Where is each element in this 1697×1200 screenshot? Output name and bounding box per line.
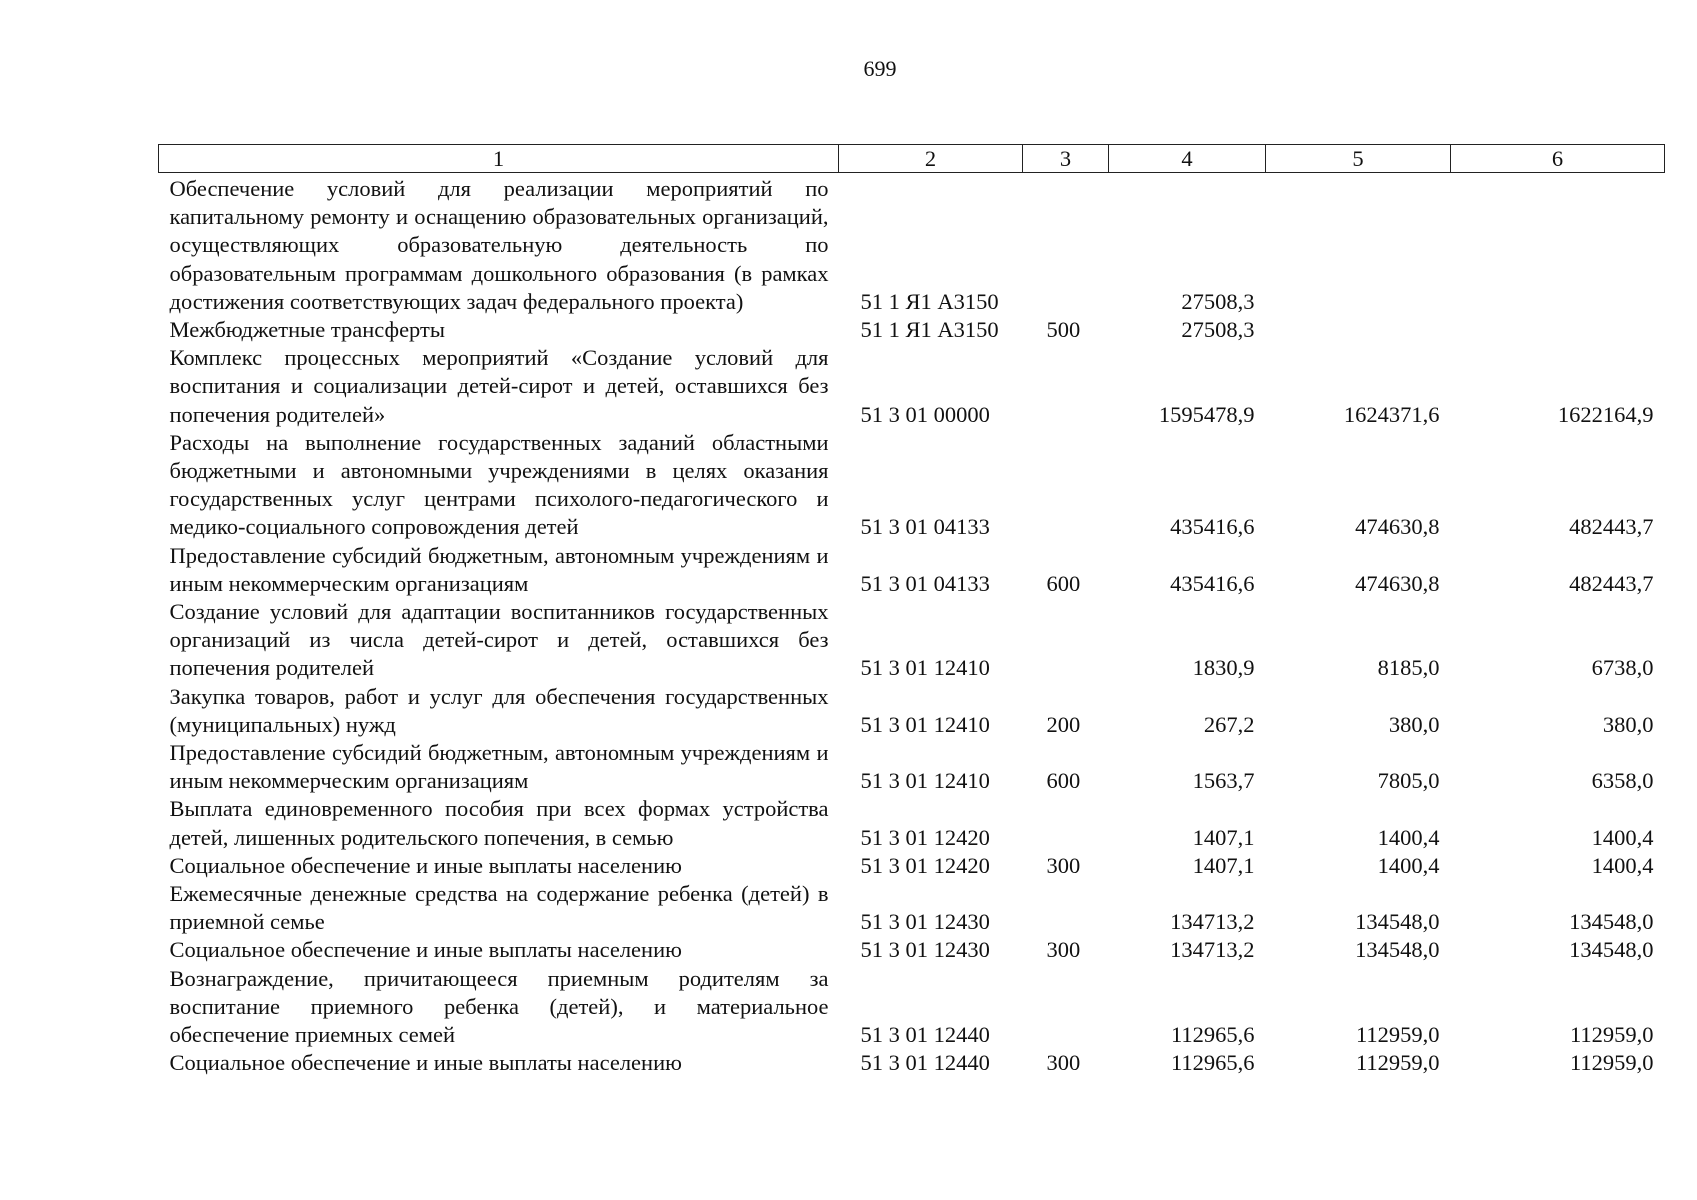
target-code: 51 3 01 12440 xyxy=(860,1022,990,1048)
amount-col-4: 112965,6 xyxy=(1170,1050,1255,1076)
table-row xyxy=(159,429,1665,542)
amount-col-6: 112959,0 xyxy=(1569,1050,1654,1076)
target-code: 51 3 01 12410 xyxy=(860,768,990,794)
target-code: 51 3 01 12410 xyxy=(860,711,990,737)
table-row xyxy=(159,173,1665,317)
expense-type-code xyxy=(1023,344,1109,429)
target-code: 51 1 Я1 А3150 xyxy=(860,288,999,314)
amount-col-5: 8185,0 xyxy=(1377,655,1440,681)
expense-type-code: 200 xyxy=(1046,711,1081,737)
column-header: 6 xyxy=(1451,145,1665,173)
expense-type-code: 300 xyxy=(1046,852,1081,878)
expense-type-code: 600 xyxy=(1046,768,1081,794)
amount-col-6: 112959,0 xyxy=(1569,1022,1654,1048)
target-code: 51 3 01 12410 xyxy=(860,655,990,681)
expense-type-code: 600 xyxy=(1046,570,1081,596)
target-code: 51 3 01 04133 xyxy=(860,570,990,596)
table-row xyxy=(159,598,1665,683)
expense-name: Социальное обеспечение и иные выплаты населению xyxy=(169,1050,682,1076)
expense-type-code: 300 xyxy=(1046,1050,1081,1076)
page-number: 699 xyxy=(863,56,897,81)
amount-col-4: 112965,6 xyxy=(1170,1022,1255,1048)
amount-col-6: 1400,4 xyxy=(1591,852,1654,878)
amount-col-5: 1624371,6 xyxy=(1343,401,1440,427)
expense-name: Выплата единовременного пособия при всех формах устройства детей, лишенных родительского попечения, в семью xyxy=(169,796,829,850)
amount-col-5: 1400,4 xyxy=(1377,852,1440,878)
target-code: 51 3 01 12430 xyxy=(860,909,990,935)
table-row xyxy=(159,795,1665,851)
expense-type-code: 500 xyxy=(1046,317,1081,343)
table-row xyxy=(159,852,1665,880)
expense-type-code: 300 xyxy=(1046,937,1081,963)
amount-col-6: 6738,0 xyxy=(1591,655,1654,681)
budget-table xyxy=(158,144,1665,1078)
expense-name: Межбюджетные трансферты xyxy=(169,317,445,343)
expense-name: Вознаграждение, причитающееся приемным родителям за воспитание приемного ребенка (детей), и материальное обеспечение приемных семей xyxy=(169,965,829,1048)
expense-type-code xyxy=(1023,429,1109,542)
column-header: 3 xyxy=(1023,145,1109,173)
column-header: 2 xyxy=(839,145,1023,173)
amount-col-6: 134548,0 xyxy=(1569,937,1654,963)
amount-col-5: 7805,0 xyxy=(1377,768,1440,794)
amount-col-6: 482443,7 xyxy=(1569,570,1654,596)
target-code: 51 1 Я1 А3150 xyxy=(860,317,999,343)
target-code: 51 3 01 12420 xyxy=(860,852,990,878)
expense-name: Предоставление субсидий бюджетным, автономным учреждениям и иным некоммерческим организациям xyxy=(169,542,829,596)
amount-col-6: 134548,0 xyxy=(1569,909,1654,935)
table-row xyxy=(159,739,1665,795)
amount-col-4: 1830,9 xyxy=(1192,655,1255,681)
expense-type-code xyxy=(1023,795,1109,851)
target-code: 51 3 01 04133 xyxy=(860,514,990,540)
amount-col-5: 112959,0 xyxy=(1355,1050,1440,1076)
amount-col-4: 267,2 xyxy=(1203,711,1255,737)
amount-col-5: 112959,0 xyxy=(1355,1022,1440,1048)
table-row xyxy=(159,965,1665,1050)
amount-col-4: 1595478,9 xyxy=(1158,401,1255,427)
amount-col-4: 27508,3 xyxy=(1181,317,1255,343)
amount-col-6 xyxy=(1451,173,1665,317)
table-row xyxy=(159,936,1665,964)
expense-name: Предоставление субсидий бюджетным, автономным учреждениям и иным некоммерческим организациям xyxy=(169,740,829,794)
amount-col-6: 482443,7 xyxy=(1569,514,1654,540)
expense-name: Создание условий для адаптации воспитанников государственных организаций из числа детей-сирот и детей, оставшихся без попечения родителей xyxy=(169,599,829,681)
table-row xyxy=(159,316,1665,344)
amount-col-5: 474630,8 xyxy=(1355,514,1440,540)
amount-col-6: 1622164,9 xyxy=(1557,401,1654,427)
amount-col-4: 435416,6 xyxy=(1170,570,1255,596)
column-header: 1 xyxy=(159,145,839,173)
column-header: 4 xyxy=(1109,145,1266,173)
amount-col-6: 1400,4 xyxy=(1591,824,1654,850)
table-row xyxy=(159,880,1665,936)
amount-col-4: 27508,3 xyxy=(1181,288,1255,314)
amount-col-5 xyxy=(1266,316,1451,344)
amount-col-5: 380,0 xyxy=(1388,711,1440,737)
column-header: 5 xyxy=(1266,145,1451,173)
amount-col-4: 1407,1 xyxy=(1192,852,1255,878)
expense-name: Комплекс процессных мероприятий «Создание условий для воспитания и социализации детей-сирот и детей, оставшихся без попечения родителей» xyxy=(169,345,829,427)
amount-col-5: 134548,0 xyxy=(1355,937,1440,963)
target-code: 51 3 01 12440 xyxy=(860,1050,990,1076)
expense-type-code xyxy=(1023,598,1109,683)
expense-name: Расходы на выполнение государственных заданий областными бюджетными и автономными учреждениями в целях оказания государственных услуг центрами психолого-педагогического и медико-социального сопровождения детей xyxy=(169,429,829,540)
expense-name: Социальное обеспечение и иные выплаты населению xyxy=(169,937,682,963)
table-row xyxy=(159,1049,1665,1077)
expense-name: Ежемесячные денежные средства на содержание ребенка (детей) в приемной семье xyxy=(169,881,829,935)
expense-type-code xyxy=(1023,965,1109,1050)
target-code: 51 3 01 00000 xyxy=(860,401,990,427)
table-row xyxy=(159,542,1665,598)
amount-col-4: 134713,2 xyxy=(1170,937,1255,963)
amount-col-6: 380,0 xyxy=(1602,711,1654,737)
amount-col-4: 435416,6 xyxy=(1170,514,1255,540)
amount-col-4: 1407,1 xyxy=(1192,824,1255,850)
amount-col-5: 1400,4 xyxy=(1377,824,1440,850)
target-code: 51 3 01 12430 xyxy=(860,937,990,963)
table-row xyxy=(159,683,1665,739)
expense-type-code xyxy=(1023,173,1109,317)
expense-name: Социальное обеспечение и иные выплаты населению xyxy=(169,852,682,878)
amount-col-6 xyxy=(1451,316,1665,344)
expense-name: Закупка товаров, работ и услуг для обеспечения государственных (муниципальных) нужд xyxy=(169,683,829,737)
amount-col-5 xyxy=(1266,173,1451,317)
amount-col-4: 134713,2 xyxy=(1170,909,1255,935)
table-header-row xyxy=(159,145,1665,173)
amount-col-6: 6358,0 xyxy=(1591,768,1654,794)
expense-type-code xyxy=(1023,880,1109,936)
table-row xyxy=(159,344,1665,429)
amount-col-5: 474630,8 xyxy=(1355,570,1440,596)
target-code: 51 3 01 12420 xyxy=(860,824,990,850)
expense-name: Обеспечение условий для реализации мероприятий по капитальному ремонту и оснащению образовательных организаций, осуществляющих образовательную деятельность по образовательным программам дошкольного образования (в рамках достижения соответствующих задач федерального проекта) xyxy=(169,176,829,314)
amount-col-4: 1563,7 xyxy=(1192,768,1255,794)
amount-col-5: 134548,0 xyxy=(1355,909,1440,935)
